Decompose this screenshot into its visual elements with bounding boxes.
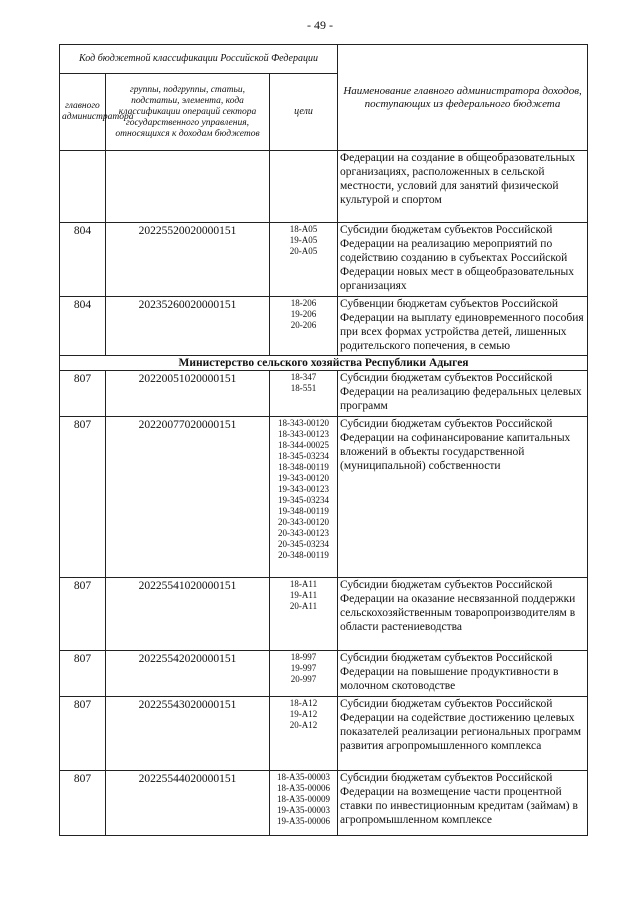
- goals-header: цели: [270, 74, 338, 151]
- name-cell: Федерации на создание в общеобразовательных организациях, расположенных в сельской местности, условий для занятий физической культурой и спортом: [338, 151, 588, 223]
- goal-code: 18-343-00123: [278, 429, 330, 439]
- goal-code: 18-А35-00009: [277, 794, 331, 804]
- classification-code-cell: 20225543020000151: [106, 697, 270, 771]
- goal-code: 19-348-00119: [278, 506, 329, 516]
- goal-code: 20-343-00123: [278, 528, 330, 538]
- goal-code: 20-206: [290, 320, 317, 330]
- classification-code-cell: 20225544020000151: [106, 771, 270, 836]
- classification-code-cell: 20235260020000151: [106, 297, 270, 356]
- goals-cell: [270, 371, 338, 417]
- goals-cell: [270, 697, 338, 771]
- goal-code: 18-343-00120: [278, 418, 330, 428]
- name-cell: Субсидии бюджетам субъектов Российской Федерации на реализацию федеральных целевых программ: [338, 371, 588, 417]
- table-body-agriculture: [60, 371, 588, 836]
- goal-code: 20-345-03234: [278, 539, 330, 549]
- name-cell: Субсидии бюджетам субъектов Российской Федерации на оказание несвязанной поддержки сельскохозяйственным товаропроизводителям в области растениеводства: [338, 578, 588, 651]
- goal-code: 18-206: [290, 298, 317, 308]
- goal-code: 20-997: [290, 674, 317, 684]
- admin-code-cell: 804: [60, 297, 106, 356]
- name-cell: Субвенции бюджетам субъектов Российской Федерации на выплату единовременного пособия при всех формах устройства детей, лишенных родительского попечения, в семью: [338, 297, 588, 356]
- classification-code-cell: 20225520020000151: [106, 223, 270, 297]
- table-row: [60, 297, 588, 356]
- goal-code: 19-345-03234: [278, 495, 330, 505]
- goal-code: 20-348-00119: [278, 550, 329, 560]
- section-title: Министерство сельского хозяйства Республики Адыгея: [60, 356, 588, 371]
- goal-code: 18-997: [290, 652, 317, 662]
- goal-code: 19-А35-00003: [277, 805, 331, 815]
- admin-code-cell: 807: [60, 697, 106, 771]
- name-cell: Субсидии бюджетам субъектов Российской Федерации на софинансирование капитальных вложений в объекты государственной (муниципальной) собственности: [338, 417, 588, 578]
- goal-code: 19-А11: [289, 590, 318, 600]
- name-cell: Субсидии бюджетам субъектов Российской Федерации на повышение продуктивности в молочном скотоводстве: [338, 651, 588, 697]
- name-cell: Субсидии бюджетам субъектов Российской Федерации на возмещение части процентной ставки по инвестиционным кредитам (займам) в агропромышленном комплексе: [338, 771, 588, 836]
- goals-cell: [270, 297, 338, 356]
- goal-code: 18-347: [290, 372, 317, 382]
- goal-code: 19-А05: [289, 235, 318, 245]
- budget-classification-table: [59, 44, 588, 836]
- goal-code: 18-345-03234: [278, 451, 330, 461]
- admin-code-cell: 807: [60, 651, 106, 697]
- admin-code-cell: 807: [60, 371, 106, 417]
- goals-cell: [270, 651, 338, 697]
- goal-code: 18-551: [290, 383, 317, 393]
- goal-code: 20-343-00120: [278, 517, 330, 527]
- name-header: Наименование главного администратора доходов, поступающих из федерального бюджета: [338, 45, 588, 151]
- goal-code: 19-А35-00006: [277, 816, 331, 826]
- goal-code: 18-А11: [289, 579, 318, 589]
- goal-code: 19-997: [290, 663, 317, 673]
- classification-code-cell: 20225541020000151: [106, 578, 270, 651]
- goal-code: 18-344-00025: [278, 440, 330, 450]
- admin-code-cell: 807: [60, 417, 106, 578]
- goal-code: 20-А12: [289, 720, 318, 730]
- goal-code: 18-А12: [289, 698, 318, 708]
- classification-code-cell: 20220077020000151: [106, 417, 270, 578]
- section-body: [60, 356, 588, 371]
- goals-cell: [270, 578, 338, 651]
- table-row-continuation: [60, 151, 588, 223]
- admin-header: главного администратора: [60, 74, 106, 151]
- table-row: [60, 651, 588, 697]
- goal-code: 18-А05: [289, 224, 318, 234]
- goal-code: 18-А35-00006: [277, 783, 331, 793]
- classification-code-cell: 20225542020000151: [106, 651, 270, 697]
- goal-code: 19-343-00123: [278, 484, 330, 494]
- goals-cell: [270, 417, 338, 578]
- goals-cell: [270, 771, 338, 836]
- admin-code-cell: 804: [60, 223, 106, 297]
- groups-header: группы, подгруппы, статьи, подстатьи, элемента, кода классификации операций сектора государственного управления, относящихся к доходам бюджетов: [106, 74, 270, 151]
- page-number: - 49 -: [307, 18, 333, 32]
- classification-code-cell: 20220051020000151: [106, 371, 270, 417]
- name-cell: Субсидии бюджетам субъектов Российской Федерации на реализацию мероприятий по содействию созданию в субъектах Российской Федерации новых мест в общеобразовательных организациях: [338, 223, 588, 297]
- goal-code: 19-343-00120: [278, 473, 330, 483]
- goals-cell: [270, 223, 338, 297]
- table-body-education: [60, 151, 588, 356]
- table-row: [60, 578, 588, 651]
- table-row: [60, 371, 588, 417]
- goal-code: 19-206: [290, 309, 317, 319]
- goal-code: 18-А35-00003: [277, 772, 331, 782]
- goal-code: 19-А12: [289, 709, 318, 719]
- table-row: [60, 771, 588, 836]
- table-row: [60, 417, 588, 578]
- table-row: [60, 223, 588, 297]
- table-row: [60, 697, 588, 771]
- kbk-header: Код бюджетной классификации Российской Федерации: [60, 45, 338, 74]
- goal-code: 18-348-00119: [278, 462, 329, 472]
- goal-code: 20-А05: [289, 246, 318, 256]
- admin-code-cell: 807: [60, 771, 106, 836]
- name-cell: Субсидии бюджетам субъектов Российской Федерации на содействие достижению целевых показателей реализации региональных программ развития агропромышленного комплекса: [338, 697, 588, 771]
- admin-code-cell: 807: [60, 578, 106, 651]
- goal-code: 20-А11: [289, 601, 318, 611]
